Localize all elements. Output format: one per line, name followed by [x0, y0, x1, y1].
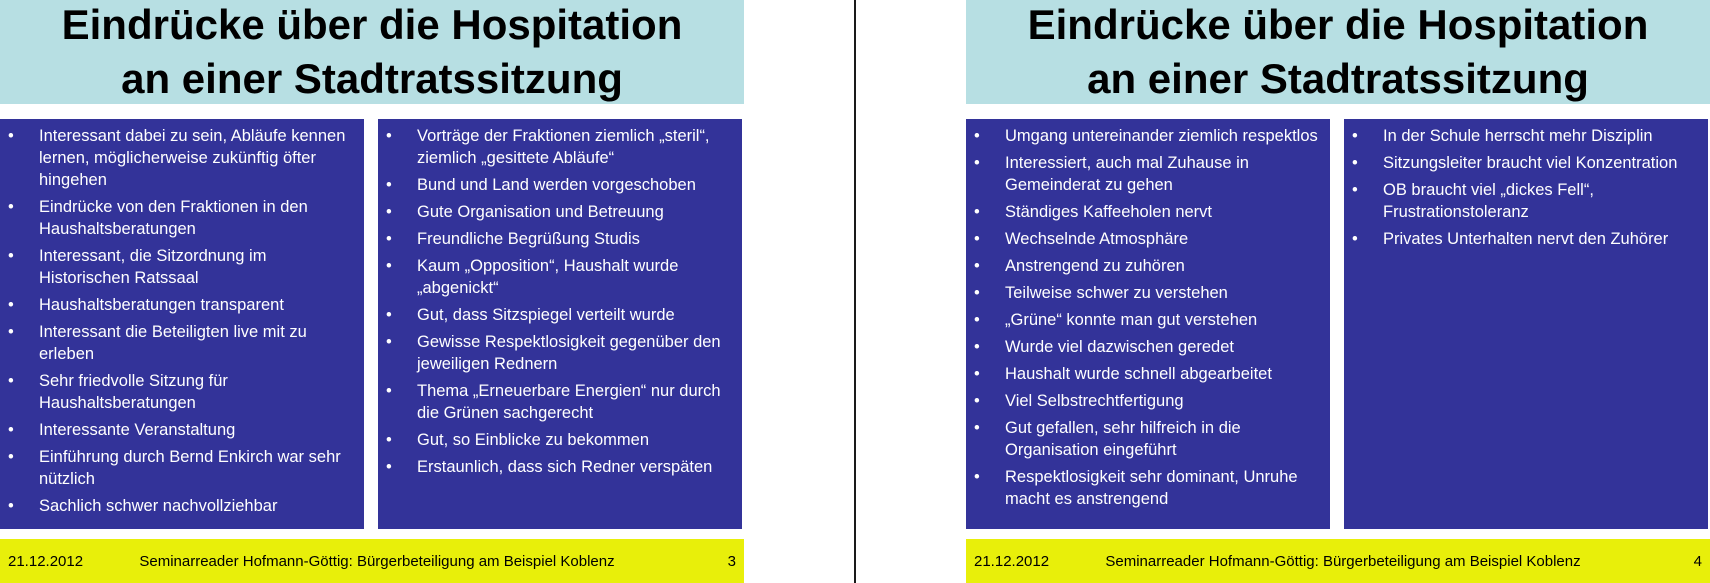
slide-title-line-1: Eindrücke über die Hospitation [61, 1, 683, 48]
bullet-item: • Sitzungsleiter braucht viel Konzentration [1344, 152, 1700, 174]
bullet-item: • Wurde viel dazwischen geredet [966, 336, 1322, 358]
bullet-item: • Ständiges Kaffeeholen nervt [966, 201, 1322, 223]
bullet-column-left [0, 119, 364, 529]
footer-date: 21.12.2012 [974, 553, 1050, 570]
bullet-item: • Haushalt wurde schnell abgearbeitet [966, 363, 1322, 385]
footer-bar [0, 539, 744, 583]
bullet-item: • Erstaunlich, dass sich Redner verspäten [378, 456, 734, 478]
bullet-item: • Interessiert, auch mal Zuhause in Gemeinderat zu gehen [966, 152, 1322, 196]
bullet-item: • Wechselnde Atmosphäre [966, 228, 1322, 250]
slide-title-line-2: an einer Stadtratssitzung [1087, 55, 1589, 102]
slide-title-line-1: Eindrücke über die Hospitation [1027, 1, 1649, 48]
bullet-list [0, 125, 356, 517]
bullet-column-right [378, 119, 742, 529]
bullet-column-right [1344, 119, 1708, 529]
bullet-item: • Interessante Veranstaltung [0, 419, 356, 441]
bullet-list [378, 125, 734, 478]
footer-text: Seminarreader Hofmann-Göttig: Bürgerbeteiligung am Beispiel Koblenz [139, 553, 615, 570]
bullet-item: • Umgang untereinander ziemlich respektlos [966, 125, 1322, 147]
bullet-item: • Anstrengend zu zuhören [966, 255, 1322, 277]
bullet-item: • Gewisse Respektlosigkeit gegenüber den jeweiligen Rednern [378, 331, 734, 375]
bullet-item: • Gute Organisation und Betreuung [378, 201, 734, 223]
slide-title-line-2: an einer Stadtratssitzung [121, 55, 623, 102]
bullet-item: • Vorträge der Fraktionen ziemlich „steril“, ziemlich „gesittete Abläufe“ [378, 125, 734, 169]
page-number: 3 [727, 553, 736, 570]
bullet-item: • Gut, dass Sitzspiegel verteilt wurde [378, 304, 734, 326]
bullet-item: • Sehr friedvolle Sitzung für Haushaltsberatungen [0, 370, 356, 414]
bullet-item: • „Grüne“ konnte man gut verstehen [966, 309, 1322, 331]
bullet-item: • Einführung durch Bernd Enkirch war sehr nützlich [0, 446, 356, 490]
bullet-item: • Eindrücke von den Fraktionen in den Haushaltsberatungen [0, 196, 356, 240]
title-bar [966, 0, 1710, 104]
page-divider [854, 0, 856, 583]
bullet-item: • Kaum „Opposition“, Haushalt wurde „abgenickt“ [378, 255, 734, 299]
bullet-item: • Interessant die Beteiligten live mit zu erleben [0, 321, 356, 365]
bullet-item: • Privates Unterhalten nervt den Zuhörer [1344, 228, 1700, 250]
bullet-item: • Thema „Erneuerbare Energien“ nur durch die Grünen sachgerecht [378, 380, 734, 424]
bullet-item: • Gut, so Einblicke zu bekommen [378, 429, 734, 451]
slide-title [62, 0, 683, 106]
bullet-item: • Bund und Land werden vorgeschoben [378, 174, 734, 196]
bullet-item: • Freundliche Begrüßung Studis [378, 228, 734, 250]
bullet-item: • Haushaltsberatungen transparent [0, 294, 356, 316]
footer-bar [966, 539, 1710, 583]
slide-title [1028, 0, 1649, 106]
slide-page-4 [966, 0, 1710, 583]
bullet-item: • Sachlich schwer nachvollziehbar [0, 495, 356, 517]
bullet-item: • In der Schule herrscht mehr Disziplin [1344, 125, 1700, 147]
bullet-item: • Interessant, die Sitzordnung im Historischen Ratssaal [0, 245, 356, 289]
footer-text: Seminarreader Hofmann-Göttig: Bürgerbeteiligung am Beispiel Koblenz [1105, 553, 1581, 570]
bullet-item: • Respektlosigkeit sehr dominant, Unruhe macht es anstrengend [966, 466, 1322, 510]
bullet-item: • Teilweise schwer zu verstehen [966, 282, 1322, 304]
bullet-list [1344, 125, 1700, 250]
bullet-column-left [966, 119, 1330, 529]
bullet-item: • Viel Selbstrechtfertigung [966, 390, 1322, 412]
bullet-item: • Interessant dabei zu sein, Abläufe kennen lernen, möglicherweise zukünftig öfter hingehen [0, 125, 356, 191]
bullet-list [966, 125, 1322, 510]
slide-page-3 [0, 0, 744, 583]
page-number: 4 [1693, 553, 1702, 570]
title-bar [0, 0, 744, 104]
bullet-item: • Gut gefallen, sehr hilfreich in die Organisation eingeführt [966, 417, 1322, 461]
bullet-item: • OB braucht viel „dickes Fell“, Frustrationstoleranz [1344, 179, 1700, 223]
footer-date: 21.12.2012 [8, 553, 84, 570]
